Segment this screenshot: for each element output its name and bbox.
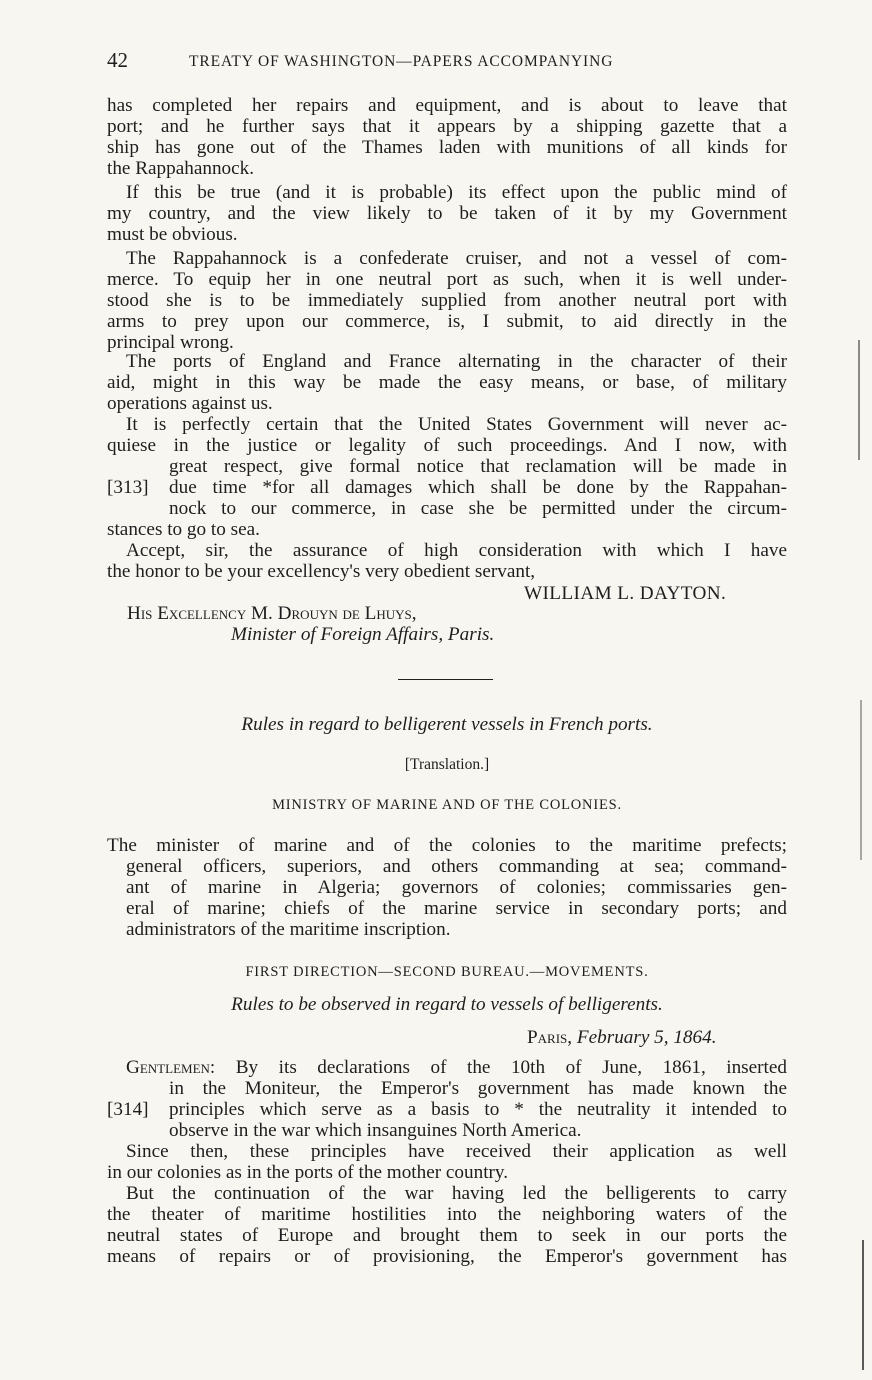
body-line: merce. To equip her in one neutral port as such, when it is well under-: [107, 269, 787, 290]
body-line: my country, and the view likely to be taken of it by my Government: [107, 203, 787, 224]
page-number: 42: [107, 48, 128, 72]
running-head: TREATY OF WASHINGTON—PAPERS ACCOMPANYING: [189, 53, 614, 70]
body-line: nock to our commerce, in case she be permitted under the circum-: [169, 498, 787, 519]
body-line: must be obvious.: [107, 224, 238, 245]
body-line: in our colonies as in the ports of the mother country.: [107, 1162, 509, 1183]
body-line: [126, 1058, 787, 1078]
scan-edge-mark: [860, 700, 862, 860]
address-line: general officers, superiors, and others commanding at sea; command-: [126, 856, 787, 877]
addressee-title: Minister of Foreign Affairs, Paris.: [231, 624, 495, 645]
ministry-heading: MINISTRY OF MARINE AND OF THE COLONIES.: [272, 797, 622, 813]
body-line: But the continuation of the war having led the belligerents to carry: [126, 1183, 787, 1204]
body-line: neutral states of Europe and brought them to seek in our ports the: [107, 1225, 787, 1246]
body-line: arms to prey upon our commerce, is, I submit, to aid directly in the: [107, 311, 787, 332]
body-line: port; and he further says that it appears by a shipping gazette that a: [107, 116, 787, 137]
dateline: [527, 1028, 717, 1048]
addressee-name: [127, 604, 417, 624]
scan-edge-mark: [858, 340, 860, 460]
body-line: principles which serve as a basis to * the neutrality it intended to: [169, 1099, 787, 1120]
body-line: the Rappahannock.: [107, 158, 255, 179]
body-line: principal wrong.: [107, 332, 234, 353]
body-line: has completed her repairs and equipment, and is about to leave that: [107, 95, 787, 116]
body-line: The Rappahannock is a confederate cruiser, and not a vessel of com-: [126, 248, 787, 269]
body-line: the honor to be your excellency's very obedient servant,: [107, 561, 536, 582]
body-line: means of repairs or of provisioning, the Emperor's government has: [107, 1246, 787, 1267]
body-line: It is perfectly certain that the United States Government will never ac-: [126, 414, 787, 435]
address-line: ant of marine in Algeria; governors of colonies; commissaries gen-: [126, 877, 787, 898]
body-line: Accept, sir, the assurance of high consideration with which I have: [126, 540, 787, 561]
margin-reference: [313]: [107, 477, 149, 498]
body-line: aid, might in this way be made the easy means, or base, of military: [107, 372, 787, 393]
scan-edge-mark: [862, 1240, 864, 1370]
dateline-date: February 5, 1864.: [576, 1027, 717, 1048]
rules-subtitle: Rules to be observed in regard to vessels of belligerents.: [231, 994, 663, 1015]
body-line: quiese in the justice or legality of such proceedings. And I now, with: [107, 435, 787, 456]
addressee-text: His Excellency M. Drouyn de Lhuys,: [127, 603, 417, 624]
page-header: [107, 48, 787, 78]
signature: WILLIAM L. DAYTON.: [524, 583, 727, 604]
address-line: administrators of the maritime inscription.: [126, 919, 451, 940]
direction-heading: FIRST DIRECTION—SECOND BUREAU.—MOVEMENTS.: [245, 964, 649, 980]
translation-note: [Translation.]: [404, 756, 490, 773]
body-line: If this be true (and it is probable) its effect upon the public mind of: [126, 182, 787, 203]
address-line: eral of marine; chiefs of the marine service in secondary ports; and: [126, 898, 787, 919]
dateline-place: Paris,: [527, 1027, 573, 1048]
body-line: due time *for all damages which shall be done by the Rappahan-: [169, 477, 787, 498]
salutation: Gentlemen:: [126, 1057, 216, 1078]
body-line: Since then, these principles have received their application as well: [126, 1141, 787, 1162]
body-line: in the Moniteur, the Emperor's government has made known the: [169, 1078, 787, 1099]
body-line: observe in the war which insanguines North America.: [169, 1120, 582, 1141]
section-divider: [398, 679, 493, 680]
margin-reference: [314]: [107, 1099, 149, 1120]
body-text: By its declarations of the 10th of June, 1861, inserted: [235, 1057, 787, 1078]
body-line: stood she is to be immediately supplied from another neutral port with: [107, 290, 787, 311]
address-line: The minister of marine and of the colonies to the maritime prefects;: [107, 835, 787, 856]
section-title: Rules in regard to belligerent vessels in French ports.: [241, 714, 653, 735]
body-line: the theater of maritime hostilities into the neighboring waters of the: [107, 1204, 787, 1225]
body-line: stances to go to sea.: [107, 519, 260, 540]
body-line: great respect, give formal notice that reclamation will be made in: [169, 456, 787, 477]
body-line: operations against us.: [107, 393, 273, 414]
body-line: ship has gone out of the Thames laden with munitions of all kinds for: [107, 137, 787, 158]
body-line: The ports of England and France alternating in the character of their: [126, 351, 787, 372]
